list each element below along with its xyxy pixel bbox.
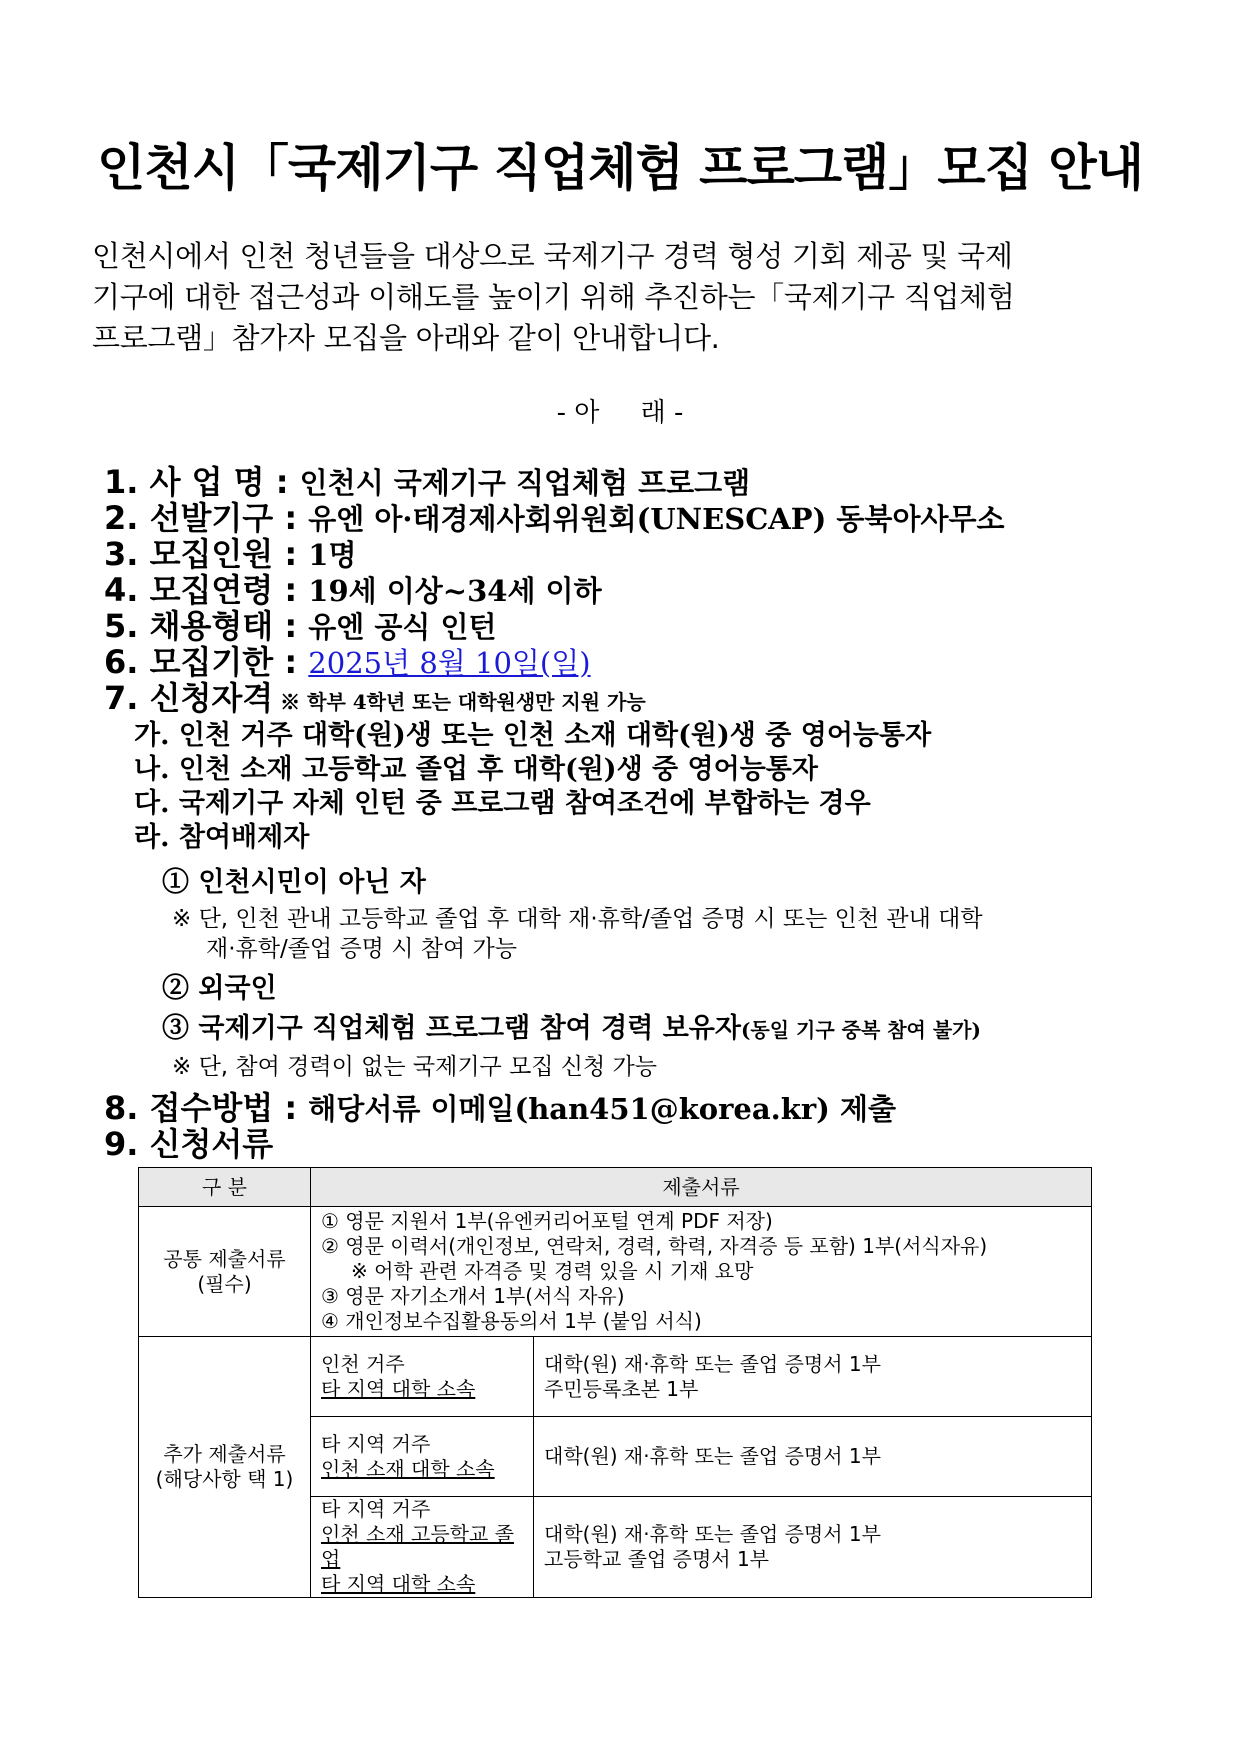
page-title: 인천시「국제기구 직업체험 프로그램」모집 안내 [97, 139, 1143, 197]
exclusion-foreigner: ② 외국인 [162, 973, 277, 1004]
item-label: 7. 신청자격 [104, 679, 274, 717]
intro-line: 기구에 대한 접근성과 이해도를 높이기 위해 추진하는「국제기구 직업체험 [92, 280, 1015, 314]
intro-line: 인천시에서 인천 청년들을 대상으로 국제기구 경력 형성 기회 제공 및 국제 [92, 239, 1013, 273]
item-value: 해당서류 이메일(han451@korea.kr) 제출 [308, 1092, 896, 1126]
item-label: 5. 채용형태 : [104, 607, 309, 645]
doc-line: 대학(원) 재·휴학 또는 졸업 증명서 1부 [544, 1351, 881, 1376]
condition-line: 인천 거주 [321, 1351, 405, 1376]
doc-line: ④ 개인정보수집활용동의서 1부 (붙임 서식) [321, 1309, 702, 1333]
intro-paragraph [92, 236, 1152, 359]
category-extra [139, 1337, 311, 1598]
category-sublabel: (필수) [197, 1271, 252, 1296]
condition-cell [311, 1497, 534, 1598]
documents-table [138, 1167, 1092, 1598]
remark-line: ※ 단, 인천 관내 고등학교 졸업 후 대학 재·휴학/졸업 증명 시 또는 인천 관내 대학 [172, 906, 983, 932]
doc-line: ③ 영문 자기소개서 1부(서식 자유) [321, 1284, 625, 1308]
remark-line: ※ 단, 참여 경력이 없는 국제기구 모집 신청 가능 [172, 1054, 657, 1080]
item-label: 3. 모집인원 : [104, 535, 309, 573]
item-value: 19세 이상~34세 이하 [308, 574, 602, 608]
exclusion-text: ③ 국제기구 직업체험 프로그램 참여 경력 보유자 [162, 1013, 741, 1044]
item-value: 유엔 아·태경제사회위원회(UNESCAP) 동북아사무소 [308, 502, 1005, 536]
category-label: 공통 제출서류 [163, 1246, 286, 1271]
extra-docs [534, 1337, 1092, 1417]
condition-line: 타 지역 대학 소속 [321, 1376, 476, 1401]
condition-line: 타 지역 대학 소속 [321, 1572, 476, 1596]
doc-line: ※ 어학 관련 자격증 및 경력 있을 시 기재 요망 [351, 1259, 754, 1283]
category-common [139, 1207, 311, 1337]
item-value: 1명 [308, 538, 357, 572]
condition-line: 타 지역 거주 [321, 1497, 431, 1521]
header-category: 구 분 [139, 1168, 311, 1207]
table-row [139, 1337, 1092, 1417]
condition-cell [311, 1337, 534, 1417]
category-label: 추가 제출서류 [163, 1442, 286, 1466]
exclusion-remark [172, 904, 1152, 964]
table-header-row [139, 1168, 1092, 1207]
condition-line: 인천 소재 대학 소속 [321, 1456, 495, 1481]
item-eligibility [104, 680, 646, 723]
eligibility-note: ※ 학부 4학년 또는 대학원생만 지원 가능 [273, 690, 646, 714]
deadline-link[interactable]: 2025년 8월 10일(일) [308, 646, 591, 680]
doc-line: ② 영문 이력서(개인정보, 연락처, 경력, 학력, 자격증 등 포함) 1부(서식자유) [321, 1234, 988, 1258]
eligibility-d: 라. 참여배제자 [134, 822, 310, 853]
intro-line: 프로그램」참가자 모집을 아래와 같이 안내합니다. [92, 321, 720, 355]
exclusion-small-note: (동일 기구 중복 참여 불가) [740, 1018, 981, 1042]
common-docs [311, 1207, 1092, 1337]
extra-docs [534, 1417, 1092, 1497]
header-documents: 제출서류 [311, 1168, 1092, 1207]
exclusion-non-resident: ① 인천시민이 아닌 자 [162, 867, 426, 898]
exclusion-prior-participant [162, 1012, 981, 1047]
condition-cell [311, 1417, 534, 1497]
table-row [139, 1207, 1092, 1337]
item-documents [104, 1126, 273, 1169]
condition-line: 타 지역 거주 [321, 1431, 431, 1456]
exclusion-remark-2 [172, 1052, 1152, 1082]
item-label: 9. 신청서류 [104, 1125, 274, 1163]
item-value: 인천시 국제기구 직업체험 프로그램 [299, 466, 751, 500]
notice-heading: - 아 래 - [556, 398, 684, 428]
extra-docs [534, 1497, 1092, 1598]
eligibility-a: 가. 인천 거주 대학(원)생 또는 인천 소재 대학(원)생 중 영어능통자 [134, 720, 932, 751]
item-label: 4. 모집연령 : [104, 571, 309, 609]
item-label: 2. 선발기구 : [104, 499, 309, 537]
item-label: 1. 사 업 명 : [104, 463, 300, 501]
doc-line: ① 영문 지원서 1부(유엔커리어포털 연계 PDF 저장) [321, 1209, 773, 1233]
doc-line: 대학(원) 재·휴학 또는 졸업 증명서 1부 [544, 1522, 881, 1546]
item-label: 6. 모집기한 : [104, 643, 309, 681]
condition-line: 인천 소재 고등학교 졸업 [321, 1522, 514, 1571]
category-sublabel: (해당사항 택 1) [155, 1467, 294, 1491]
item-value: 유엔 공식 인턴 [308, 610, 497, 644]
eligibility-b: 나. 인천 소재 고등학교 졸업 후 대학(원)생 중 영어능통자 [134, 754, 818, 785]
doc-line: 고등학교 졸업 증명서 1부 [544, 1547, 769, 1571]
remark-line: 재·휴학/졸업 증명 시 참여 가능 [206, 936, 517, 962]
item-label: 8. 접수방법 : [104, 1089, 309, 1127]
doc-line: 대학(원) 재·휴학 또는 졸업 증명서 1부 [544, 1444, 881, 1468]
eligibility-c: 다. 국제기구 자체 인턴 중 프로그램 참여조건에 부합하는 경우 [134, 788, 871, 819]
doc-line: 주민등록초본 1부 [544, 1376, 699, 1401]
